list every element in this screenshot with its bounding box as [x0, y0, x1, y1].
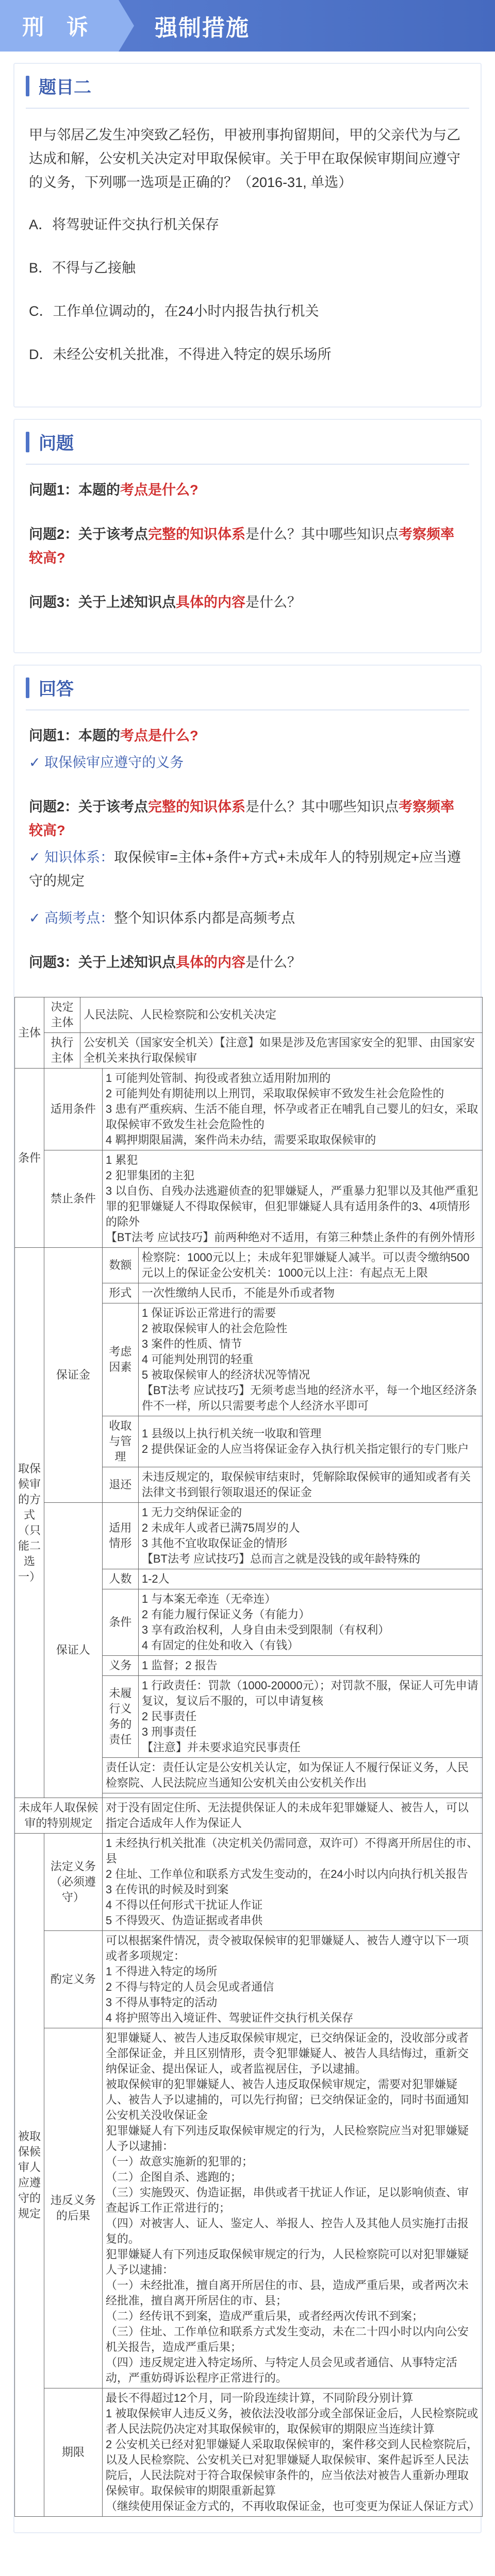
table-row: [15, 2028, 483, 2388]
table-row: [15, 1798, 483, 1834]
issue-2-mid: 是什么？其中哪些知识点: [245, 527, 399, 542]
legal-1: 1 未经执行机关批准（决定机关仍需同意，双许可）不得离开所居住的市、县: [105, 1837, 478, 1865]
factor-1: 1 保证诉讼正常进行的需要: [141, 1307, 276, 1319]
viol-cell: [102, 2028, 482, 2388]
issue-2: [29, 522, 466, 570]
issue-3-key: 具体的内容: [176, 595, 246, 610]
issue-2-prefix: 问题2：关于该考点: [29, 527, 148, 542]
liab-cell: [138, 1676, 482, 1758]
amount-text: 检察院：1000元以上；未成年犯罪嫌疑人减半。可以责令缴纳500元以上的保证金公安机关：1000元以上注：有起点无上限: [138, 1248, 482, 1283]
subject-tag: 刑 诉: [0, 0, 119, 52]
answer-q2-prefix: 问题2：关于该考点: [29, 799, 148, 815]
oblig-cell: 被取保候审人应遵守的规定: [15, 1834, 44, 2517]
question-card: [13, 63, 482, 408]
bullet-icon: ✓: [29, 755, 45, 770]
answer-1-text: 取保候审应遵守的义务: [44, 755, 184, 770]
guar-apply-label: 适用情形: [102, 1503, 138, 1569]
count-label: 人数: [102, 1569, 138, 1589]
table-row: [15, 1248, 483, 1283]
term-1: 最长不得超过12个月，同一阶段连续计算，不同阶段分别计算: [105, 2392, 414, 2404]
liab-note: 责任认定：责任认定是公安机关认定，如为保证人不履行保证义务，人民检察院、人民法院应当通知公安机关由公安机关作出: [102, 1758, 482, 1793]
issues-body: [14, 465, 481, 652]
qual-3: 3 享有政治权利，人身自由未受到限制（有权利）: [141, 1623, 390, 1636]
table-row: [15, 1069, 483, 1150]
table-row: [15, 1931, 483, 2028]
option-d: D．未经公安机关批准，不得进入特定的娱乐场所: [29, 347, 332, 362]
collect-label: 收取与管理: [102, 1416, 138, 1467]
viol-3: 犯罪嫌疑人有下列违反取保候审规定的行为，人民检察院应当对犯罪嫌疑人予以逮捕：: [105, 2124, 469, 2153]
table-row: [15, 1150, 483, 1248]
decide-label: 决定主体: [44, 997, 80, 1033]
liab-note-tip: 【注意】并未要求追究民事责任: [141, 1741, 301, 1754]
ban-cell: [102, 1150, 482, 1248]
amount-label: 数额: [102, 1248, 138, 1283]
discr-1: 1 不得进入特定的场所: [105, 1965, 218, 1978]
discr-cell: [102, 1931, 482, 2028]
legal-label: 法定义务（必须遵守）: [44, 1834, 103, 1931]
term-4: （继续使用保证金方式的，不再收取保证金，也可变更为保证人保证方式）: [105, 2500, 480, 2513]
refund-label: 退还: [102, 1467, 138, 1503]
ban-label: 禁止条件: [44, 1150, 103, 1248]
viol-9: （一）未经批准，擅自离开所居住的市、县，造成严重后果，或者两次未经批准，擅自离开所居住的市、县；: [105, 2279, 469, 2307]
issue-2-key1: 完整的知识体系: [148, 527, 246, 542]
method-cell: 取保候审的方式（只能二选一）: [15, 1248, 44, 1798]
guar-apply-2: 2 未成年人或者已满75周岁的人: [141, 1521, 300, 1534]
minor-label: 未成年人取保候审的特别规定: [15, 1798, 103, 1834]
table-row: [15, 1834, 483, 1931]
answer-2b-text: 整个知识体系内都是高频考点: [114, 910, 295, 926]
apply-4: 4 羁押期限届满，案件尚未办结，需要采取取保候审的: [105, 1133, 376, 1146]
viol-11: （三）住址、工作单位和联系方式发生变动，未在二十四小时以内向公安机关报告，造成严重后果；: [105, 2325, 469, 2353]
answer-body: [14, 710, 481, 997]
issues-heading: 问题: [39, 434, 74, 453]
factor-tip: 【BT法考 应试技巧】无须考虑当地的经济水平，每一个地区经济条件不一样，所以只需要考虑个人经济水平即可: [141, 1384, 477, 1412]
qual-2: 2 有能力履行保证义务（有能力）: [141, 1608, 310, 1621]
collect-1: 1 县级以上执行机关统一收取和管理: [141, 1427, 322, 1440]
term-3: 2 公安机关已经对犯罪嫌疑人采取取保候审的，案件移交到人民检察院后，以及人民检察院、公安机关已对犯罪嫌疑人取保候审、案件起诉至人民法院后，人民法院对于符合取保候审条件的，应当依法对被告人重新办理取保候审。取保候审的期限重新起算: [105, 2438, 478, 2497]
apply-label: 适用条件: [44, 1069, 103, 1150]
factor-3: 3 案件的性质、情节: [141, 1337, 242, 1350]
viol-12: （四）违反规定进入特定场所、与特定人员会见或者通信、从事特定活动，严重妨碍诉讼程序正常进行的。: [105, 2356, 457, 2384]
bullet-icon: ✓: [29, 910, 45, 926]
answer-q3-key: 具体的内容: [176, 955, 246, 970]
apply-1: 1 可能判处管制、拘役或者独立适用附加刑的: [105, 1072, 331, 1084]
viol-4: （一）故意实施新的犯罪的；: [105, 2155, 253, 2168]
answer-q1: [29, 724, 466, 748]
answer-header: [14, 666, 481, 709]
answer-2b: [29, 906, 466, 930]
guar-apply-cell: [138, 1503, 482, 1569]
answer-card: [13, 665, 482, 2533]
section-bar: [26, 432, 29, 452]
form-text: 一次性缴纳人民币，不能是外币或者物: [138, 1283, 482, 1303]
ban-tip: 【BT法考 应试技巧】前两种绝对不适用，有第三种禁止条件的有例外情形: [105, 1231, 475, 1244]
answer-q2-key1: 完整的知识体系: [148, 799, 246, 815]
issue-3: [29, 590, 466, 614]
table-row: [15, 1503, 483, 1569]
answer-q1-key: 考点是什么?: [120, 728, 199, 743]
answer-1: [29, 751, 466, 774]
factor-5: 5 被取保候审人的经济状况等情况: [141, 1368, 310, 1381]
discr-label: 酌定义务: [44, 1931, 103, 2028]
answer-q3-suffix: 是什么？: [245, 955, 302, 970]
liab-1: 1 行政责任：罚款（1000-20000元）；对罚款不服，保证人可先申请复议，复议后不服的，可以申请复核: [141, 1679, 478, 1707]
answer-q2: [29, 795, 466, 842]
question-stem: 甲与邻居乙发生冲突致乙轻伤，甲被刑事拘留期间，甲的父亲代为与乙达成和解，公安机关决定对甲取保候审。关于甲在取保候审期间应遵守的义务，下列哪一选项是正确的？（2016-31, 单选）: [29, 127, 460, 190]
collect-2: 2 提供保证金的人应当将保证金存入执行机关指定银行的专门账户: [141, 1443, 469, 1455]
qual-1: 1 与本案无牵连（无牵连）: [141, 1592, 276, 1605]
question-header: [14, 64, 481, 108]
answer-q1-prefix: 问题1：本题的: [29, 728, 121, 743]
liab-3: 3 刑事责任: [141, 1725, 197, 1738]
guar-apply-tip: 【BT法考 应试技巧】总而言之就是没钱的或年龄特殊的: [141, 1552, 421, 1565]
legal-cell: [102, 1834, 482, 1931]
section-bar: [26, 677, 29, 698]
exec-text: 公安机关（国家安全机关）【注意】如果是涉及危害国家安全的犯罪、由国家安全机关来执行取保候审: [80, 1033, 483, 1069]
subject-cell: 主体: [15, 997, 44, 1069]
qual-label: 条件: [102, 1589, 138, 1656]
answer-q2-key2: 考察频率较高?: [29, 799, 455, 838]
question-heading: 题目二: [39, 78, 91, 97]
discr-4: 4 将护照等出入境证件、驾驶证件交执行机关保存: [105, 2011, 354, 2024]
table-wrap: [14, 997, 481, 2532]
qual-4: 4 有固定的住处和收入（有钱）: [141, 1639, 299, 1652]
table-row: [15, 1033, 483, 1069]
legal-4: 4 不得以任何形式干扰证人作证: [105, 1899, 263, 1911]
answer-q3: [29, 951, 466, 974]
answer-2: [29, 845, 466, 893]
ban-2: 2 犯罪集团的主犯: [105, 1169, 195, 1182]
viol-5: （二）企图自杀、逃跑的；: [105, 2171, 242, 2183]
form-label: 形式: [102, 1283, 138, 1303]
legal-3: 3 在传讯的时候及时到案: [105, 1883, 229, 1896]
issues-card: [13, 419, 482, 653]
liab-2: 2 民事责任: [141, 1710, 197, 1723]
issue-1: [29, 478, 466, 502]
decide-text: 人民法院、人民检察院和公安机关决定: [80, 997, 483, 1033]
option-c: C．工作单位调动的，在24小时内报告执行机关: [29, 303, 319, 319]
minor-text: 对于没有固定住所、无法提供保证人的未成年犯罪嫌疑人、被告人，可以指定合适成年人作为保证人: [102, 1798, 482, 1834]
answer-2-text: 取保候审=主体+条件+方式+未成年人的特别规定+应当遵守的规定: [29, 850, 461, 889]
legal-2: 2 住址、工作单位和联系方式发生变动的，在24小时以内向执行机关报告: [105, 1868, 468, 1880]
cond-cell: 条件: [15, 1069, 44, 1248]
legal-5: 5 不得毁灭、伪造证据或者串供: [105, 1914, 263, 1927]
viol-6: （三）实施毁灭、伪造证据，串供或者干扰证人作证，足以影响侦查、审查起诉工作正常进行的；: [105, 2186, 469, 2214]
option-a: A．将驾驶证件交执行机关保存: [29, 217, 220, 232]
factor-4: 4 可能判处刑罚的轻重: [141, 1353, 254, 1366]
refund-text: 未违反规定的，取保候审结束时，凭解除取保候审的通知或者有关法律文书到银行领取退还的保证金: [138, 1467, 482, 1503]
duty-label: 义务: [102, 1656, 138, 1676]
answer-2-label: 知识体系：: [44, 850, 114, 865]
ban-1: 1 累犯: [105, 1154, 138, 1166]
table-row: [15, 2388, 483, 2517]
term-2: 1 被取保候审人违反义务，被依法没收部分或全部保证金后，人民检察院或者人民法院仍决定对其取保候审的，取保候审的期限应当连续计算: [105, 2407, 478, 2435]
viol-2: 被取保候审的犯罪嫌疑人、被告人违反取保候审规定，需要对犯罪嫌疑人、被告人予以逮捕的，可以先行拘留；已交纳保证金的，同时书面通知公安机关没收保证金: [105, 2078, 469, 2122]
term-label: 期限: [44, 2388, 103, 2517]
viol-label: 违反义务的后果: [44, 2028, 103, 2388]
viol-10: （二）经传讯不到案，造成严重后果，或者经两次传讯不到案；: [105, 2310, 423, 2323]
viol-1: 犯罪嫌疑人、被告人违反取保候审规定，已交纳保证金的，没收部分或者全部保证金，并且区别情形，责令犯罪嫌疑人、被告人具结悔过，重新交纳保证金、提出保证人，或者监视居住，予以逮捕。: [105, 2031, 469, 2075]
issue-3-prefix: 问题3：关于上述知识点: [29, 595, 176, 610]
answer-heading: 回答: [39, 680, 74, 699]
discr-3: 3 不得从事特定的活动: [105, 1996, 218, 2009]
answer-q2-mid: 是什么？其中哪些知识点: [245, 799, 399, 815]
collect-cell: [138, 1416, 482, 1467]
guar-apply-3: 3 其他不宜收取保证金的情形: [141, 1537, 288, 1550]
liab-label: 未履行义务的责任: [102, 1676, 138, 1758]
apply-cell: [102, 1069, 482, 1150]
knowledge-table: [14, 997, 483, 2517]
viol-8: 犯罪嫌疑人有下列违反取保候审规定的行为，人民检察院可以对犯罪嫌疑人予以逮捕：: [105, 2248, 469, 2276]
ban-3: 3 以自伤、自残办法逃避侦查的犯罪嫌疑人，严重暴力犯罪以及其他严重犯罪的犯罪嫌疑人不得取保候审，但犯罪嫌疑人具有适用条件的3、4项情形的除外: [105, 1184, 478, 1228]
table-row: [15, 997, 483, 1033]
guar-label: 保证人: [44, 1503, 103, 1798]
bullet-icon: ✓: [29, 850, 45, 865]
viol-7: （四）对被害人、证人、鉴定人、举报人、控告人及其他人员实施打击报复的。: [105, 2217, 469, 2245]
discr-2: 2 不得与特定的人员会见或者通信: [105, 1980, 274, 1993]
apply-3: 3 患有严重疾病、生活不能自理，怀孕或者正在哺乳自己婴儿的妇女，采取取保候审不致发生社会危险性的: [105, 1103, 478, 1131]
issue-1-prefix: 问题1：本题的: [29, 482, 121, 498]
factor-cell: [138, 1303, 482, 1416]
page-title: 强制措施: [155, 15, 250, 41]
count-text: 1-2人: [138, 1569, 482, 1589]
option-b: B．不得与乙接触: [29, 260, 136, 276]
answer-q3-prefix: 问题3：关于上述知识点: [29, 955, 176, 970]
section-bar: [26, 76, 29, 96]
answer-2b-label: 高频考点：: [44, 910, 114, 926]
bail-label: 保证金: [44, 1248, 103, 1503]
duty-text: 1 监督；2 报告: [138, 1656, 482, 1676]
issue-3-suffix: 是什么？: [245, 595, 302, 610]
issues-header: [14, 420, 481, 464]
term-cell: [102, 2388, 482, 2517]
factor-label: 考虑因素: [102, 1303, 138, 1416]
discr-intro: 可以根据案件情况，责令被取保候审的犯罪嫌疑人、被告人遵守以下一项或者多项规定：: [105, 1934, 469, 1962]
apply-2: 2 可能判处有期徒刑以上刑罚，采取取保候审不致发生社会危险性的: [105, 1087, 444, 1100]
question-body: [14, 109, 481, 406]
guar-apply-1: 1 无力交纳保证金的: [141, 1506, 242, 1519]
header-banner: [0, 0, 495, 52]
factor-2: 2 被取保候审人的社会危险性: [141, 1322, 288, 1335]
issue-1-key: 考点是什么?: [120, 482, 199, 498]
filler-cell: [102, 1793, 482, 1798]
exec-label: 执行主体: [44, 1033, 80, 1069]
qual-cell: [138, 1589, 482, 1656]
issue-2-key2: 考察频率较高?: [29, 527, 455, 566]
